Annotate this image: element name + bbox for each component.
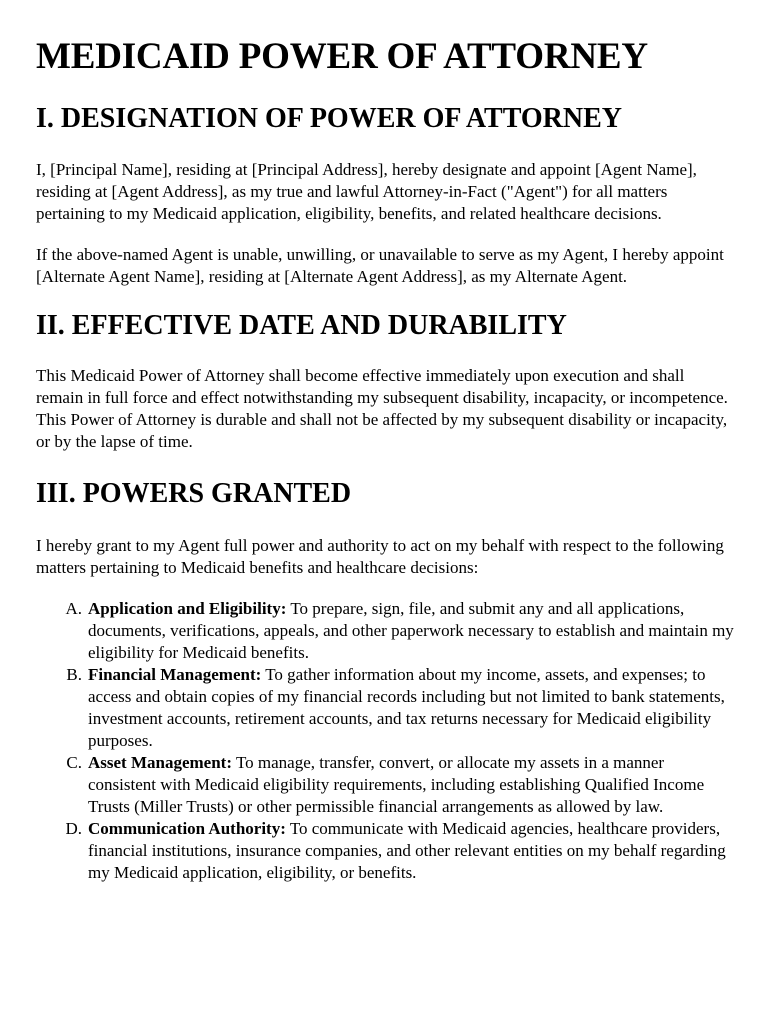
- list-item: [66, 664, 734, 752]
- powers-intro-paragraph: I hereby grant to my Agent full power and authority to act on my behalf with respect to the following matters pertaining to Medicaid benefits and healthcare decisions:: [36, 536, 724, 577]
- alternate-agent-paragraph: If the above-named Agent is unable, unwilling, or unavailable to serve as my Agent, I hereby appoint [Alternate Agent Name], residing at [Alternate Agent Address], as my Alternate Agent.: [36, 245, 724, 286]
- list-item: [66, 752, 734, 818]
- list-item-marker: D.: [65, 819, 82, 838]
- section-heading-effective-date: II. EFFECTIVE DATE AND DURABILITY: [36, 310, 567, 341]
- list-item-text: To prepare, sign, file, and submit any and all applications, documents, verifications, appeals, and other paperwork necessary to establish and maintain my eligibility for Medicaid benefits.: [88, 599, 734, 662]
- durability-paragraph: This Medicaid Power of Attorney shall become effective immediately upon execution and shall remain in full force and effect notwithstanding my subsequent disability, incapacity, or incompetence. This Power of Attorney is durable and shall not be affected by my subsequent disability or incapacity, or by the lapse of time.: [36, 366, 728, 451]
- designation-paragraph: I, [Principal Name], residing at [Principal Address], hereby designate and appoint [Agent Name], residing at [Agent Address], as my true and lawful Attorney-in-Fact ("Agent") for all matters pertaining to my Medicaid application, eligibility, benefits, and related healthcare decisions.: [36, 160, 697, 223]
- section-heading-powers-granted: III. POWERS GRANTED: [36, 478, 352, 509]
- powers-list: [36, 598, 734, 884]
- list-item-marker: A.: [65, 599, 82, 618]
- list-item: [65, 818, 734, 884]
- list-item-title: Communication Authority:: [88, 819, 286, 838]
- list-item-marker: C.: [66, 753, 82, 772]
- list-item-marker: B.: [66, 665, 82, 684]
- document-title: MEDICAID POWER OF ATTORNEY: [36, 36, 648, 77]
- section-heading-designation: I. DESIGNATION OF POWER OF ATTORNEY: [36, 103, 623, 134]
- list-item-text: To manage, transfer, convert, or allocate my assets in a manner consistent with Medicaid eligibility requirements, including establishing Qualified Income Trusts (Miller Trusts) or other permissible financial arrangements as allowed by law.: [88, 753, 705, 816]
- list-item-title: Asset Management:: [88, 753, 232, 772]
- list-item-title: Financial Management:: [88, 665, 262, 684]
- list-item-title: Application and Eligibility:: [88, 599, 287, 618]
- list-item-text: To gather information about my income, assets, and expenses; to access and obtain copies of my financial records including but not limited to bank statements, investment accounts, retirement accounts, and tax returns necessary for Medicaid eligibility purposes.: [88, 665, 725, 750]
- list-item-text: To communicate with Medicaid agencies, healthcare providers, financial institutions, insurance companies, and other relevant entities on my behalf regarding my Medicaid application, eligibility, or benefits.: [88, 819, 726, 882]
- list-item: [65, 598, 734, 664]
